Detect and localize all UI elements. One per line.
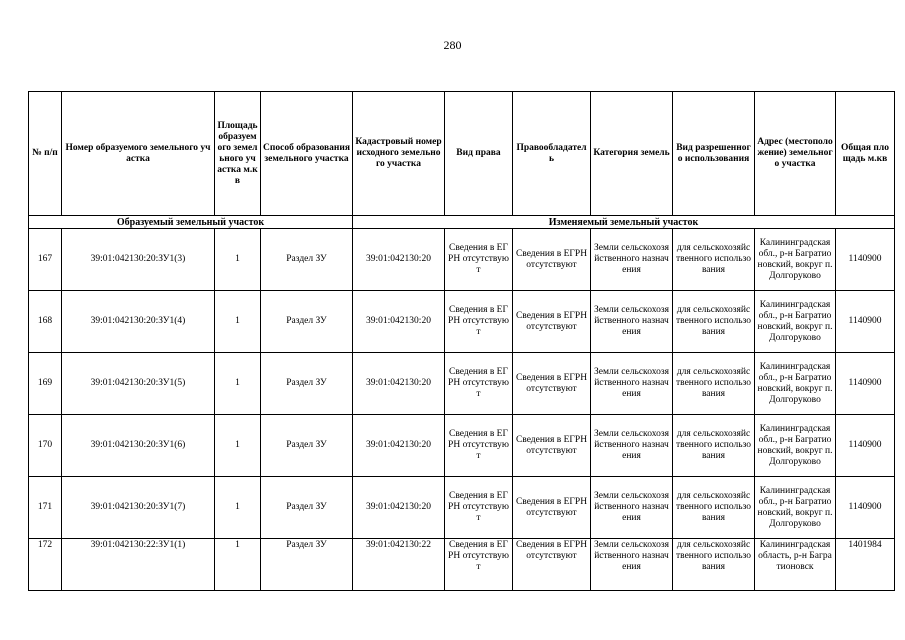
cell-total-area: 1140900 bbox=[836, 229, 895, 291]
cell-permitted-use: для сельскохозяйственного использования bbox=[673, 415, 755, 477]
cell-land-category: Земли сельскохозяйственного назначения bbox=[591, 477, 673, 539]
cell-land-category: Земли сельскохозяйственного назначения bbox=[591, 353, 673, 415]
cell-owner: Сведения в ЕГРН отсутствуют bbox=[513, 291, 591, 353]
cell-address: Калининградская область, р-н Багратионовск bbox=[755, 539, 836, 591]
cell-row-num: 170 bbox=[29, 415, 62, 477]
cell-permitted-use: для сельскохозяйственного использования bbox=[673, 477, 755, 539]
table-row bbox=[29, 415, 895, 477]
cell-row-num: 171 bbox=[29, 477, 62, 539]
cell-parcel-number: 39:01:042130:20:ЗУ1(5) bbox=[62, 353, 215, 415]
cell-total-area: 1140900 bbox=[836, 291, 895, 353]
cell-owner: Сведения в ЕГРН отсутствуют bbox=[513, 477, 591, 539]
cell-permitted-use: для сельскохозяйственного использования bbox=[673, 353, 755, 415]
header-parcel: Номер образуемого земельного участка bbox=[62, 92, 215, 216]
cell-right-type: Сведения в ЕГРН отсутствуют bbox=[445, 539, 513, 591]
header-source: Кадастровый номер исходного земельного участка bbox=[353, 92, 445, 216]
land-parcels-table bbox=[28, 91, 895, 591]
cell-right-type: Сведения в ЕГРН отсутствуют bbox=[445, 477, 513, 539]
cell-parcel-number: 39:01:042130:22:ЗУ1(1) bbox=[62, 539, 215, 591]
cell-right-type: Сведения в ЕГРН отсутствуют bbox=[445, 415, 513, 477]
header-right: Вид права bbox=[445, 92, 513, 216]
header-address: Адрес (местоположение) земельного участка bbox=[755, 92, 836, 216]
cell-source-cadastral: 39:01:042130:20 bbox=[353, 415, 445, 477]
cell-formation-method: Раздел ЗУ bbox=[261, 291, 353, 353]
section-row bbox=[29, 216, 895, 229]
cell-total-area: 1140900 bbox=[836, 353, 895, 415]
cell-source-cadastral: 39:01:042130:20 bbox=[353, 229, 445, 291]
header-owner: Правообладатель bbox=[513, 92, 591, 216]
section-formed: Образуемый земельный участок bbox=[29, 216, 353, 229]
cell-parcel-area: 1 bbox=[215, 415, 261, 477]
cell-parcel-number: 39:01:042130:20:ЗУ1(3) bbox=[62, 229, 215, 291]
cell-source-cadastral: 39:01:042130:22 bbox=[353, 539, 445, 591]
table-row bbox=[29, 477, 895, 539]
cell-total-area: 1401984 bbox=[836, 539, 895, 591]
cell-address: Калининградская обл., р-н Багратионовский, вокруг п. Долгоруково bbox=[755, 229, 836, 291]
cell-row-num: 169 bbox=[29, 353, 62, 415]
cell-permitted-use: для сельскохозяйственного использования bbox=[673, 539, 755, 591]
cell-address: Калининградская обл., р-н Багратионовский, вокруг п. Долгоруково bbox=[755, 291, 836, 353]
cell-formation-method: Раздел ЗУ bbox=[261, 229, 353, 291]
cell-row-num: 167 bbox=[29, 229, 62, 291]
section-changed: Изменяемый земельный участок bbox=[353, 216, 895, 229]
cell-address: Калининградская обл., р-н Багратионовский, вокруг п. Долгоруково bbox=[755, 353, 836, 415]
cell-parcel-area: 1 bbox=[215, 353, 261, 415]
cell-owner: Сведения в ЕГРН отсутствуют bbox=[513, 415, 591, 477]
page-number: 280 bbox=[443, 38, 462, 52]
table-row bbox=[29, 291, 895, 353]
cell-parcel-number: 39:01:042130:20:ЗУ1(7) bbox=[62, 477, 215, 539]
cell-parcel-area: 1 bbox=[215, 477, 261, 539]
cell-permitted-use: для сельскохозяйственного использования bbox=[673, 229, 755, 291]
header-total: Общая площадь м.кв bbox=[836, 92, 895, 216]
cell-address: Калининградская обл., р-н Багратионовский, вокруг п. Долгоруково bbox=[755, 415, 836, 477]
cell-source-cadastral: 39:01:042130:20 bbox=[353, 477, 445, 539]
cell-land-category: Земли сельскохозяйственного назначения bbox=[591, 291, 673, 353]
cell-formation-method: Раздел ЗУ bbox=[261, 415, 353, 477]
cell-land-category: Земли сельскохозяйственного назначения bbox=[591, 415, 673, 477]
cell-source-cadastral: 39:01:042130:20 bbox=[353, 291, 445, 353]
cell-parcel-area: 1 bbox=[215, 229, 261, 291]
cell-formation-method: Раздел ЗУ bbox=[261, 353, 353, 415]
cell-land-category: Земли сельскохозяйственного назначения bbox=[591, 539, 673, 591]
header-area: Площадь образуемого земельного участка м.кв bbox=[215, 92, 261, 216]
table-header-row bbox=[29, 92, 895, 216]
cell-parcel-area: 1 bbox=[215, 291, 261, 353]
cell-parcel-area: 1 bbox=[215, 539, 261, 591]
cell-right-type: Сведения в ЕГРН отсутствуют bbox=[445, 291, 513, 353]
cell-owner: Сведения в ЕГРН отсутствуют bbox=[513, 229, 591, 291]
header-method: Способ образования земельного участка bbox=[261, 92, 353, 216]
header-category: Категория земель bbox=[591, 92, 673, 216]
cell-row-num: 172 bbox=[29, 539, 62, 591]
cell-owner: Сведения в ЕГРН отсутствуют bbox=[513, 539, 591, 591]
table-row bbox=[29, 229, 895, 291]
cell-right-type: Сведения в ЕГРН отсутствуют bbox=[445, 229, 513, 291]
cell-address: Калининградская обл., р-н Багратионовский, вокруг п. Долгоруково bbox=[755, 477, 836, 539]
cell-parcel-number: 39:01:042130:20:ЗУ1(6) bbox=[62, 415, 215, 477]
cell-right-type: Сведения в ЕГРН отсутствуют bbox=[445, 353, 513, 415]
cell-formation-method: Раздел ЗУ bbox=[261, 477, 353, 539]
table-row bbox=[29, 539, 895, 591]
cell-parcel-number: 39:01:042130:20:ЗУ1(4) bbox=[62, 291, 215, 353]
cell-land-category: Земли сельскохозяйственного назначения bbox=[591, 229, 673, 291]
cell-formation-method: Раздел ЗУ bbox=[261, 539, 353, 591]
cell-total-area: 1140900 bbox=[836, 415, 895, 477]
table-row bbox=[29, 353, 895, 415]
header-num: № п/п bbox=[29, 92, 62, 216]
cell-total-area: 1140900 bbox=[836, 477, 895, 539]
header-use: Вид разрешенного использования bbox=[673, 92, 755, 216]
cell-permitted-use: для сельскохозяйственного использования bbox=[673, 291, 755, 353]
cell-owner: Сведения в ЕГРН отсутствуют bbox=[513, 353, 591, 415]
cell-source-cadastral: 39:01:042130:20 bbox=[353, 353, 445, 415]
cell-row-num: 168 bbox=[29, 291, 62, 353]
